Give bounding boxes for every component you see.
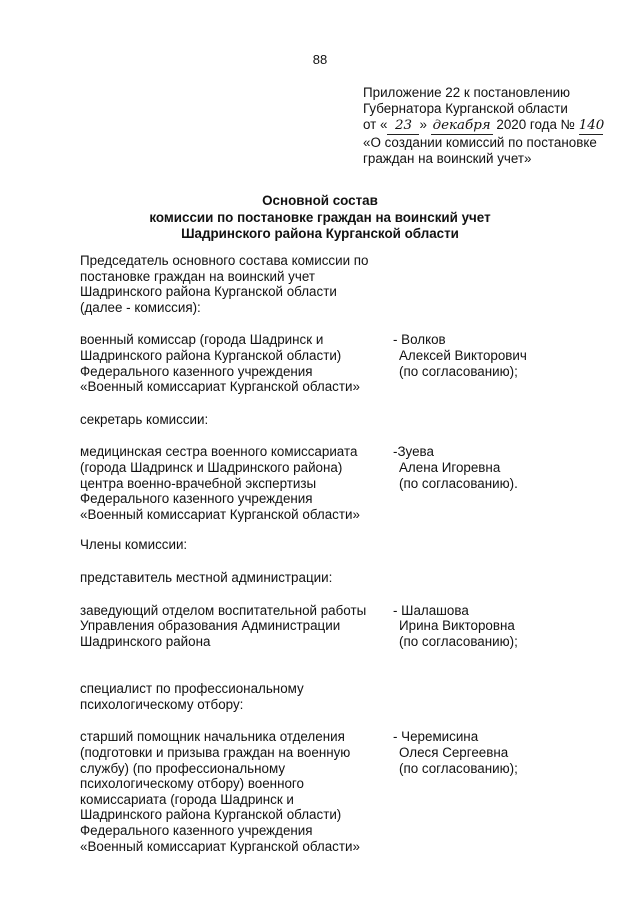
date-mid: » [419,117,427,132]
position-line: Шадринского района Курганской области) [80,347,342,363]
position-line: Шадринского района Курганской области) [80,807,342,823]
position-line: «Военный комиссариат Курганской области» [80,506,360,522]
commission-list [80,253,550,854]
position-line: Федерального казенного учреждения [80,491,313,507]
handwritten-month: декабря [432,118,491,133]
specialist-heading [80,681,550,712]
secretary-heading: секретарь комиссии: [80,411,209,427]
name-line: Алена Игоревна [399,459,501,475]
position-line: (подготовки и призыва граждан на военную [80,745,351,761]
secretary-position [80,444,393,522]
title-line-1: Основной состав [262,193,378,208]
position-line: старший помощник начальника отделения [80,729,345,745]
name-line: - Волков [393,332,446,348]
position-line: Шадринского района [80,633,211,649]
appendix-line-2: Губернатора Курганской области [363,101,568,116]
position-line: центра военно-врачебной экспертизы [80,475,317,491]
appendix-line-4: «О создании комиссий по постановке [363,135,597,150]
position-line: Управления образования Администрации [80,618,341,634]
position-line: медицинская сестра военного комиссариата [80,444,358,460]
local-admin-position [80,603,393,650]
name-line: Ирина Викторовна [399,618,515,634]
appendix-date-line [363,117,625,135]
title-line-2: комиссии по постановке граждан на воинский учет [149,209,491,225]
position-line: военный комиссар (города Шадринск и [80,332,324,348]
name-line: - Шалашова [393,602,469,618]
position-line: комиссариата (города Шадринск и [80,791,294,807]
name-line: (по согласованию). [399,475,518,491]
members-heading: Члены комиссии: [80,537,188,553]
appendix-header [363,85,625,167]
chairman-heading-line: Шадринского района Курганской области [80,284,337,300]
chairman-heading [80,253,550,315]
specialist-name [393,729,543,854]
secretary-row [80,444,550,522]
chairman-row [80,332,550,394]
date-prefix: от « [363,117,388,132]
date-suffix: 2020 года № [496,117,575,132]
local-admin-name [393,603,543,650]
chairman-heading-line: постановке граждан на воинский учет [80,268,315,284]
position-line: (города Шадринск и Шадринского района) [80,459,343,475]
local-admin-row [80,603,550,650]
title-line-3: Шадринского района Курганской области [181,226,459,241]
position-line: Федерального казенного учреждения [80,363,313,379]
position-line: «Военный комиссариат Курганской области» [80,379,360,395]
specialist-heading-line: психологическому отбору: [80,696,244,712]
handwritten-day: 23 [387,118,419,135]
name-line: Алексей Викторович [399,347,527,363]
local-admin-heading: представитель местной администрации: [80,569,333,585]
document-title [0,193,640,243]
name-line: (по согласованию); [399,633,518,649]
position-line: Федерального казенного учреждения [80,823,313,839]
name-line: - Черемисина [393,729,479,745]
name-line: -Зуева [393,444,434,460]
specialist-position [80,729,393,854]
secretary-name [393,444,543,522]
specialist-row [80,729,550,854]
chairman-heading-line: Председатель основного состава комиссии по [80,253,369,268]
chairman-heading-line: (далее - комиссия): [80,299,201,315]
position-line: «Военный комиссариат Курганской области» [80,838,360,854]
handwritten-doc-number: 140 [578,118,605,133]
name-line: Олеся Сергеевна [399,745,509,761]
appendix-line-1: Приложение 22 к постановлению [363,85,571,100]
name-line: (по согласованию); [399,363,518,379]
appendix-line-5: граждан на воинский учет» [363,151,532,166]
position-line: службу) (по профессиональному [80,760,286,776]
position-line: заведующий отделом воспитательной работы [80,602,367,618]
chairman-name [393,332,543,394]
chairman-position [80,332,393,394]
page-number: 88 [312,52,328,67]
position-line: психологическому отбору) военного [80,776,304,792]
name-line: (по согласованию); [399,760,518,776]
specialist-heading-line: специалист по профессиональному [80,681,304,697]
